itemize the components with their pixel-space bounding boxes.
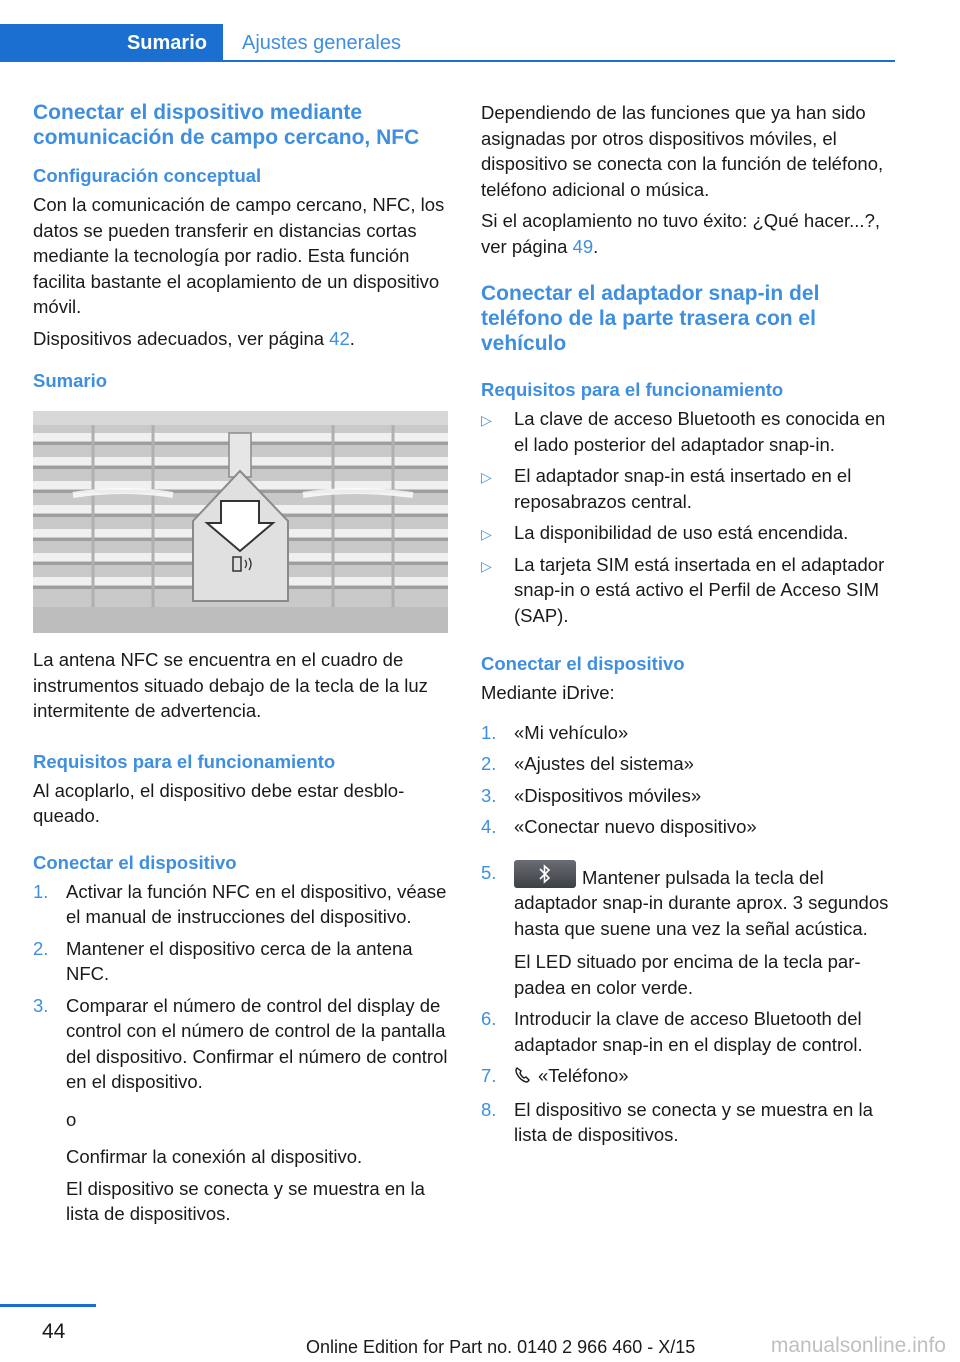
heading-concept: Configuración conceptual — [33, 165, 262, 186]
step-text: Mantener pulsada la tecla del adaptador snap-in durante aprox. 3 segundos hasta que suene una vez la señal acústica. — [514, 866, 889, 939]
bullet-marker: ▷ — [481, 469, 492, 485]
watermark: manualsonline.info — [770, 1334, 946, 1357]
menu-item-telefono: «Teléfono» — [538, 1065, 629, 1086]
devices-period: . — [349, 327, 355, 349]
step-result: El dispositivo se conecta y se muestra en la lista de dispositivos. — [66, 1177, 425, 1224]
header-rule — [0, 60, 895, 62]
menu-item-ajustes-sistema: «Ajustes del sistema» — [514, 753, 694, 774]
paragraph-depending: Dependiendo de las funciones que ya han sido asignadas por otros dispositivos móviles, el dispositivo se conecta con la función de teléfono, teléfono adicional o música. — [481, 102, 884, 200]
menu-item-conectar-nuevo: «Conectar nuevo dispositivo» — [514, 816, 757, 837]
tab-ajustes-generales[interactable]: Ajustes generales — [242, 32, 401, 54]
heading-requirements: Requisitos para el funcionamiento — [33, 750, 336, 772]
list-item — [481, 783, 896, 809]
list-item — [481, 520, 896, 546]
step-text: Mantener el dispositivo cerca de la antena NFC. — [66, 937, 413, 984]
edition-line: Online Edition for Part no. 0140 2 966 460 - X/15 — [306, 1337, 696, 1357]
nfc-steps — [33, 879, 448, 1227]
list-item — [481, 720, 896, 746]
requirements-list — [481, 406, 896, 628]
list-item — [481, 860, 896, 1001]
menu-item-dispositivos-moviles: «Dispositivos móviles» — [514, 784, 702, 806]
bullet-marker: ▷ — [481, 526, 492, 542]
list-item — [481, 406, 896, 457]
list-item — [481, 463, 896, 514]
footer-rule — [0, 1304, 96, 1307]
failure-period: . — [593, 235, 599, 257]
devices-text: Dispositivos adecuados, ver página — [33, 327, 330, 349]
list-item — [481, 751, 896, 777]
paragraph-idrive: Mediante iDrive: — [481, 682, 615, 703]
step-number: 2. — [481, 753, 497, 774]
bullet-text: El adaptador snap-in está insertado en el reposabrazos central. — [514, 465, 852, 512]
step-text: El dispositivo se conecta y se muestra en la lista de dispositivos. — [514, 1098, 873, 1145]
bluetooth-button-icon — [514, 860, 576, 888]
step-text: Activar la función NFC en el dispositivo, véase el manual de instrucciones del dispositivo. — [66, 880, 447, 927]
bullet-text: La tarjeta SIM está insertada en el adaptador snap-in o está activo el Perfil de Acceso SIM (SAP). — [514, 553, 885, 626]
step-or: o — [66, 1108, 77, 1130]
paragraph-failure — [481, 208, 896, 259]
list-item — [33, 993, 448, 1227]
step-text: Introducir la clave de acceso Bluetooth del adaptador snap-in en el display de control. — [514, 1008, 863, 1055]
bullet-marker: ▷ — [481, 412, 492, 428]
step-number: 1. — [33, 880, 49, 902]
list-item — [481, 1063, 896, 1091]
page-link-42[interactable]: 42 — [329, 327, 350, 349]
bullet-text: La disponibilidad de uso está encendida. — [514, 522, 849, 543]
right-column — [481, 100, 896, 1156]
step-number: 7. — [481, 1065, 497, 1086]
step-number: 2. — [33, 937, 49, 959]
heading-connect-device: Conectar el dispositivo — [33, 851, 237, 873]
idrive-steps — [481, 720, 896, 1148]
paragraph-devices — [33, 326, 448, 352]
step-sub-led: El LED situado por encima de la tecla parpadea en color verde. — [514, 951, 861, 998]
paragraph-requirements: Al acoplarlo, el dispositivo debe estar desbloqueado. — [33, 779, 405, 826]
step-number: 6. — [481, 1008, 497, 1029]
phone-icon — [514, 1065, 538, 1091]
list-item — [481, 814, 896, 840]
menu-item-mi-vehiculo: «Mi vehículo» — [514, 721, 629, 743]
list-item — [481, 552, 896, 629]
left-column — [33, 100, 448, 1235]
list-item — [33, 879, 448, 930]
list-item — [481, 1006, 896, 1057]
bullet-marker: ▷ — [481, 557, 492, 574]
air-vent-illustration — [33, 411, 448, 633]
paragraph-concept: Con la comunicación de campo cercano, NFC, los datos se pueden transferir en distancias cortas mediante la tecnología por radio. Esta función facilita bastante el acoplamiento de un dispositivo móvil. — [33, 194, 445, 317]
heading-connect-device-snapin: Conectar el dispositivo — [481, 653, 685, 674]
list-item — [481, 1097, 896, 1148]
header-tabs — [0, 24, 895, 62]
step-number: 8. — [481, 1098, 497, 1120]
heading-requirements-snapin: Requisitos para el funcionamiento — [481, 379, 784, 400]
paragraph-antenna: La antena NFC se encuentra en el cuadro de instrumentos situado debajo de la tecla de la luz intermitente de advertencia. — [33, 649, 428, 721]
tab-sumario[interactable]: Sumario — [0, 24, 223, 62]
step-number: 3. — [33, 994, 49, 1016]
section-title-snapin: Conectar el adaptador snap-in del teléfono de la parte trasera con el vehículo — [481, 282, 820, 355]
step-number: 5. — [481, 861, 497, 883]
nfc-dashboard-figure — [33, 411, 448, 633]
bullet-text: La clave de acceso Bluetooth es conocida en el lado posterior del adaptador snap-in. — [514, 408, 886, 455]
failure-text: Si el acoplamiento no tuvo éxito: ¿Qué hacer...?, ver página — [481, 210, 881, 257]
page-link-49[interactable]: 49 — [572, 235, 594, 257]
heading-summary: Sumario — [33, 370, 108, 391]
step-number: 1. — [481, 721, 497, 743]
step-alternative: Confirmar la conexión al dispositivo. — [66, 1146, 363, 1167]
step-text: Comparar el número de control del display de control con el número de control de la pantalla del dispositivo. Confirmar el número de control en el dispositivo. — [66, 994, 448, 1092]
list-item — [33, 936, 448, 987]
step-number: 3. — [481, 784, 497, 806]
section-title-nfc: Conectar el dispositivo mediante comunicación de campo cercano, NFC — [33, 101, 420, 149]
page-number: 44 — [42, 1320, 66, 1343]
step-number: 4. — [481, 816, 497, 837]
